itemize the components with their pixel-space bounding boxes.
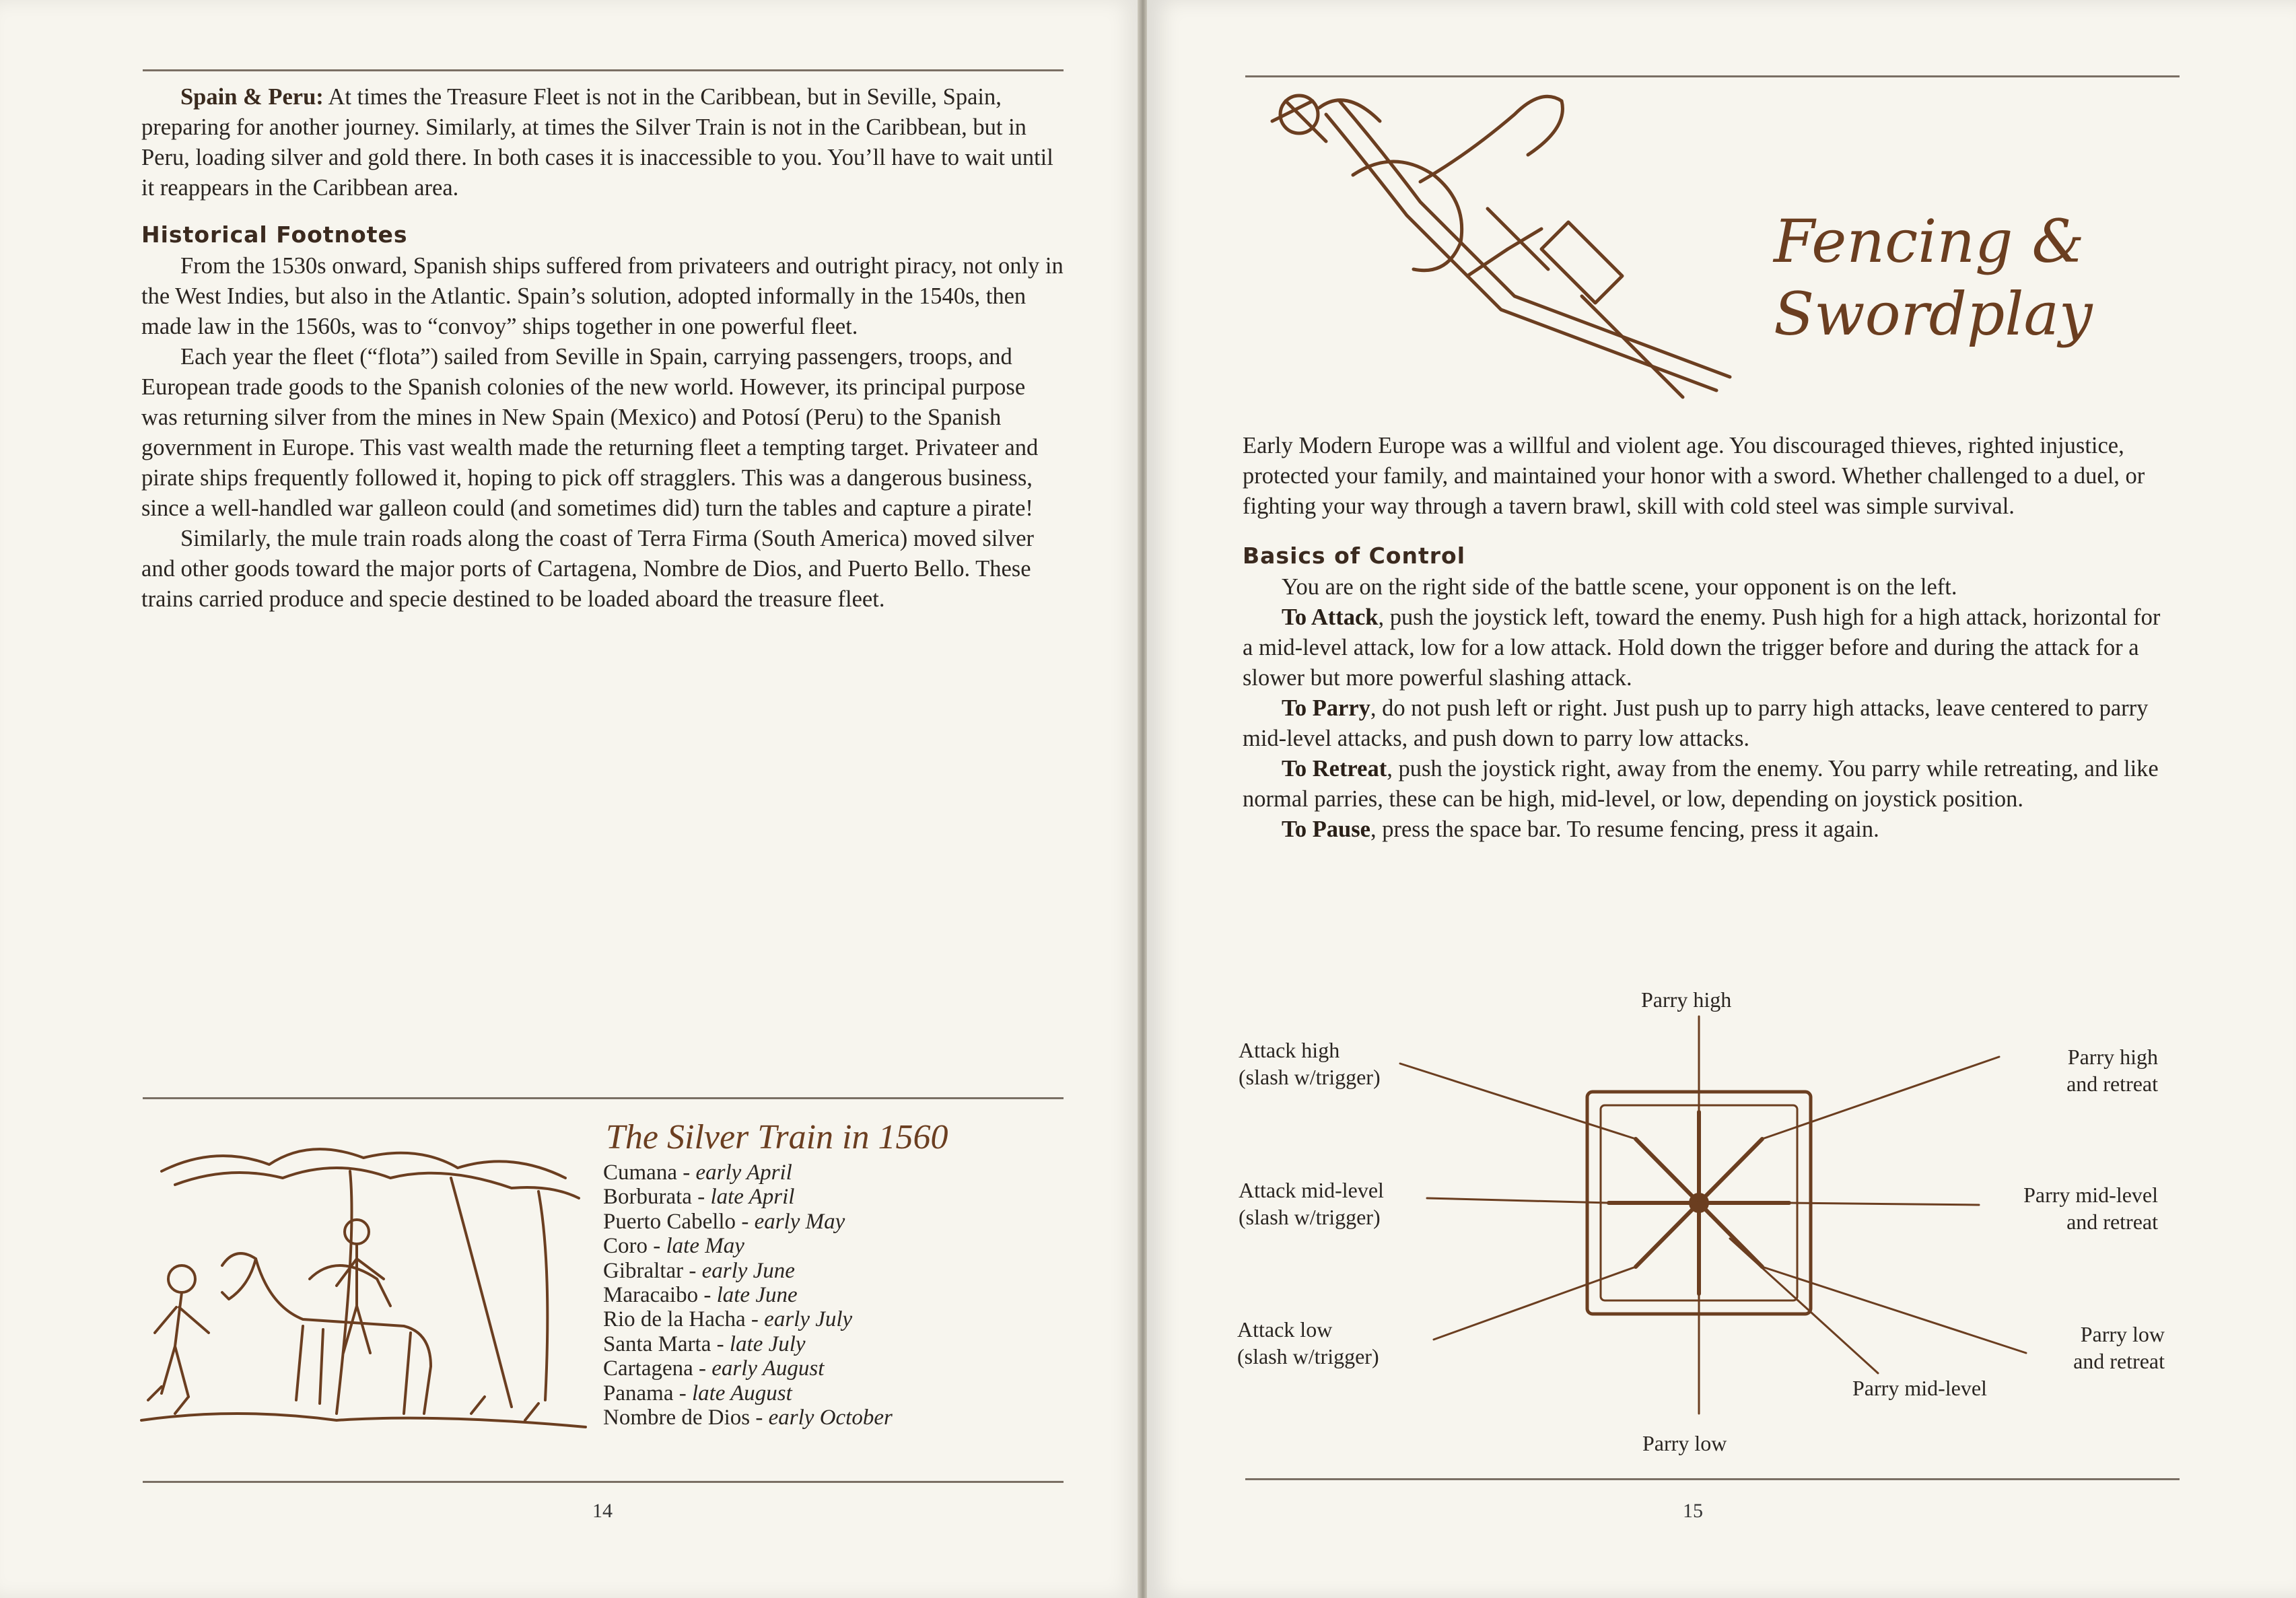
stop-when: early May (754, 1209, 845, 1234)
retreat-paragraph (1243, 754, 2171, 814)
stop-when: early June (701, 1258, 795, 1283)
silver-train-title: The Silver Train in 1560 (606, 1118, 948, 1156)
stop-when: early October (768, 1405, 893, 1430)
leader-attack-high (1400, 1064, 1636, 1139)
rapier-sword-illustration (1245, 74, 1757, 424)
label-parry-low: Parry low (1642, 1431, 1727, 1455)
list-item (603, 1210, 893, 1234)
attack-paragraph (1243, 602, 2171, 693)
label-parry-low-retreat (2019, 1321, 2165, 1375)
stop-separator: - (676, 1160, 696, 1185)
list-item (603, 1356, 893, 1381)
stop-separator: - (736, 1209, 755, 1234)
stop-separator: - (698, 1283, 717, 1308)
page-number: 15 (1683, 1500, 1703, 1522)
stop-place: Panama (603, 1381, 674, 1405)
stop-place: Cumana (603, 1160, 677, 1185)
label-parry-high-retreat (1992, 1043, 2158, 1097)
label-line: and retreat (2066, 1210, 2158, 1234)
stop-when: early April (695, 1160, 792, 1185)
parry-text: , do not push left or right. Just push up to parry high attacks, leave centered to parry mid-level attacks, and push down to parry low attacks. (1243, 695, 2149, 751)
list-item (603, 1234, 893, 1258)
list-item (603, 1307, 893, 1331)
diagram-spoke (1699, 1203, 1762, 1267)
list-item (603, 1185, 893, 1209)
bottom-rule (143, 1481, 1064, 1483)
list-item (603, 1381, 893, 1405)
top-rule (143, 69, 1064, 71)
attack-text: , push the joystick left, toward the enemy. Push high for a high attack, horizontal for a mid-level attack, low for a low attack. Hold down the trigger before and during the attack for a slower but more powerful slashing attack. (1243, 604, 2161, 691)
diagram-spoke (1699, 1139, 1762, 1203)
stop-when: late June (716, 1283, 798, 1308)
fencing-title-line-1: Fencing & (1774, 207, 2085, 276)
leader-parry-high-retreat (1762, 1057, 1999, 1139)
label-parry-high: Parry high (1641, 987, 1732, 1012)
stop-place: Coro (603, 1234, 648, 1259)
list-item (603, 1405, 893, 1430)
stop-place: Nombre de Dios (603, 1405, 751, 1430)
fencing-title-line-2: Swordplay (1774, 279, 2093, 349)
diagram-spoke (1636, 1139, 1699, 1203)
leader-parry-mid (1730, 1239, 1878, 1373)
page-number: 14 (592, 1500, 613, 1522)
right-text-block (1243, 431, 2171, 845)
pause-paragraph (1243, 814, 2171, 845)
pause-text: , press the space bar. To resume fencing, press it again. (1370, 817, 1879, 842)
list-item (603, 1160, 893, 1185)
label-parry-mid: Parry mid-level (1852, 1376, 1987, 1400)
historical-footnotes-heading: Historical Footnotes (141, 221, 408, 248)
basics-paragraph-1: You are on the right side of the battle scene, your opponent is on the left. (1282, 574, 1957, 600)
left-page (0, 0, 1139, 1598)
label-attack-high (1239, 1037, 1381, 1090)
retreat-text: , push the joystick right, away from the enemy. You parry while retreating, and like normal parries, these can be high, mid-level, or low, depending on joystick position. (1243, 756, 2159, 812)
silver-train-rule (143, 1097, 1064, 1099)
diagram-spoke (1636, 1203, 1699, 1267)
stop-place: Maracaibo (603, 1283, 699, 1308)
label-line: Parry low (2080, 1322, 2165, 1346)
stop-separator: - (683, 1258, 702, 1283)
spain-peru-text: At times the Treasure Fleet is not in the Caribbean, but in Seville, Spain, preparing for another journey. Similarly, at times the Silver Train is not in the Caribbean, but in Peru, loading silver and gold there. In both cases it is inaccessible to you. You’ll have to wait until it reappears in the Caribbean area. (141, 84, 1053, 201)
stop-when: late July (729, 1331, 806, 1356)
list-item (603, 1259, 893, 1283)
stop-separator: - (745, 1307, 765, 1332)
list-item (603, 1332, 893, 1356)
pause-lead: To Pause (1282, 817, 1370, 842)
stop-place: Puerto Cabello (603, 1209, 736, 1234)
stop-when: early July (764, 1307, 853, 1332)
stop-separator: - (673, 1381, 692, 1405)
mule-train-illustration (135, 1131, 592, 1434)
bottom-rule (1245, 1478, 2180, 1480)
parry-lead: To Parry (1282, 695, 1370, 721)
label-line: (slash w/trigger) (1239, 1205, 1381, 1229)
label-line: Attack high (1239, 1038, 1340, 1062)
stop-place: Gibraltar (603, 1258, 684, 1283)
left-text-block (141, 82, 1064, 615)
label-line: Attack low (1237, 1317, 1333, 1342)
label-line: and retreat (2073, 1349, 2165, 1373)
label-line: Parry high (2067, 1045, 2158, 1069)
label-line: (slash w/trigger) (1237, 1344, 1379, 1368)
stop-when: late August (691, 1381, 792, 1405)
label-attack-mid (1239, 1177, 1384, 1230)
historical-paragraph-2: Each year the fleet (“flota”) sailed from Seville in Spain, carrying passengers, troops, and European trade goods to the Spanish colonies of the new world. However, its principal purpose was returning silver from the mines in New Spain (Mexico) and Potosí (Peru) to the Spanish government in Europe. This vast wealth made the returning fleet a tempting target. Privateer and pirate ships frequently followed it, hoping to pick off stragglers. This was a dangerous business, since a well-handled war galleon could (and sometimes did) turn the tables and capture a pirate! (141, 344, 1039, 521)
label-line: Attack mid-level (1239, 1178, 1384, 1202)
leader-parry-low-retreat (1762, 1267, 2026, 1353)
stop-when: late May (666, 1234, 744, 1259)
stop-when: early August (711, 1356, 825, 1381)
silver-train-list (603, 1160, 893, 1430)
leader-parry-mid-retreat (1789, 1203, 1979, 1205)
stop-separator: - (693, 1356, 712, 1381)
stop-place: Rio de la Hacha (603, 1307, 746, 1332)
historical-paragraph-1: From the 1530s onward, Spanish ships suffered from privateers and outright piracy, not only in the West Indies, but also in the Atlantic. Spain’s solution, adopted informally in the 1540s, then made law in the 1560s, was to “convoy” ships together in one powerful fleet. (141, 253, 1064, 339)
fencing-intro: Early Modern Europe was a willful and violent age. You discouraged thieves, righted injustice, protected your family, and maintained your honor with a sword. Whether challenged to a duel, or fighting your way through a tavern brawl, skill with cold steel was simple survival. (1243, 433, 2145, 519)
stop-separator: - (648, 1234, 666, 1259)
label-line: and retreat (2066, 1072, 2158, 1096)
spain-peru-paragraph (141, 82, 1064, 203)
label-attack-low (1237, 1316, 1379, 1370)
leader-attack-low (1434, 1267, 1636, 1340)
fencing-title (1774, 205, 2093, 351)
label-line: Parry mid-level (2023, 1183, 2158, 1207)
basics-heading: Basics of Control (1243, 543, 1465, 569)
stop-place: Cartagena (603, 1356, 693, 1381)
list-item (603, 1283, 893, 1307)
stop-place: Santa Marta (603, 1331, 711, 1356)
parry-paragraph (1243, 693, 2171, 754)
retreat-lead: To Retreat (1282, 756, 1387, 781)
stop-separator: - (691, 1185, 711, 1210)
leader-attack-mid (1427, 1198, 1609, 1203)
stop-when: late April (710, 1185, 795, 1210)
attack-lead: To Attack (1282, 604, 1379, 630)
stop-separator: - (711, 1331, 730, 1356)
stop-separator: - (750, 1405, 769, 1430)
label-line: (slash w/trigger) (1239, 1065, 1381, 1089)
label-parry-mid-retreat (1972, 1181, 2158, 1235)
stop-place: Borburata (603, 1185, 692, 1210)
spain-peru-lead: Spain & Peru: (180, 84, 324, 110)
historical-paragraph-3: Similarly, the mule train roads along the coast of Terra Firma (South America) moved silver and other goods toward the major ports of Cartagena, Nombre de Dios, and Puerto Bello. These trains carried produce and specie destined to be loaded aboard the treasure fleet. (141, 526, 1035, 612)
